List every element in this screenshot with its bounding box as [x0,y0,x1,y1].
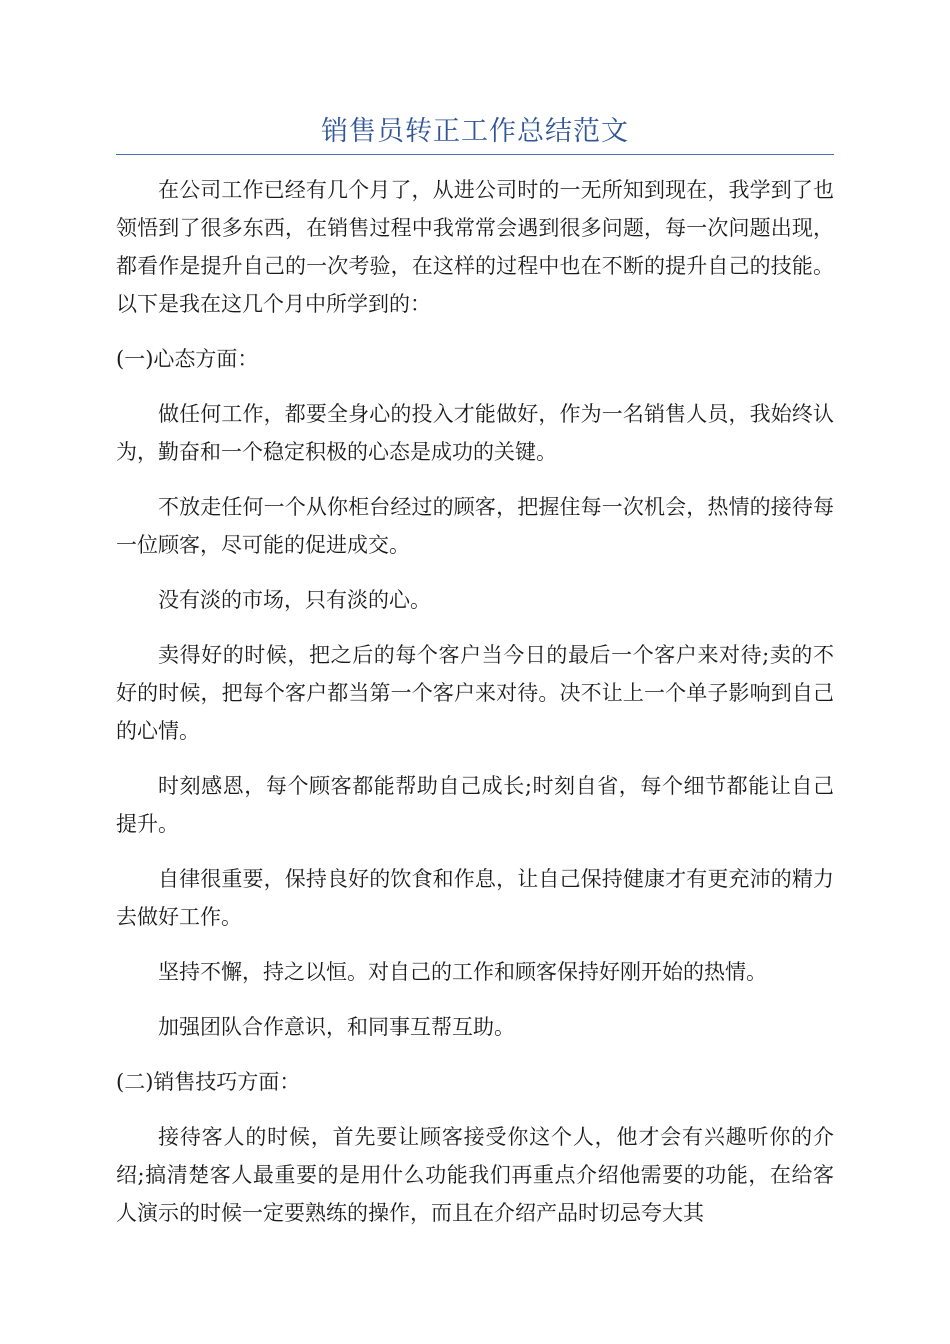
document-body [116,171,834,1249]
document-title: 销售员转正工作总结范文 [321,116,629,147]
paragraph: 卖得好的时候，把之后的每个客户当今日的最后一个客户来对待;卖的不好的时候，把每个客户都当第一个客户来对待。决不让上一个单子影响到自己的心情。 [116,643,834,743]
paragraph: 时刻感恩，每个顾客都能帮助自己成长;时刻自省，每个细节都能让自己提升。 [116,774,834,836]
title-underline [116,154,834,155]
paragraph: 做任何工作，都要全身心的投入才能做好，作为一名销售人员，我始终认为，勤奋和一个稳定积极的心态是成功的关键。 [116,402,834,464]
paragraph: 坚持不懈，持之以恒。对自己的工作和顾客保持好刚开始的热情。 [158,960,767,984]
paragraph: 没有淡的市场，只有淡的心。 [158,588,431,612]
paragraph-intro: 在公司工作已经有几个月了，从进公司时的一无所知到现在，我学到了也领悟到了很多东西，在销售过程中我常常会遇到很多问题，每一次问题出现，都看作是提升自己的一次考验，在这样的过程中也在不断的提升自己的技能。以下是我在这几个月中所学到的： [116,178,834,316]
paragraph: 自律很重要，保持良好的饮食和作息，让自己保持健康才有更充沛的精力去做好工作。 [116,867,834,929]
paragraph: 加强团队合作意识，和同事互帮互助。 [158,1015,515,1039]
paragraph: 接待客人的时候，首先要让顾客接受你这个人，他才会有兴趣听你的介绍;搞清楚客人最重要的是用什么功能我们再重点介绍他需要的功能，在给客人演示的时候一定要熟练的操作，而且在介绍产品时切忌夸大其 [116,1125,834,1225]
paragraph: 不放走任何一个从你柜台经过的顾客，把握住每一次机会，热情的接待每一位顾客，尽可能的促进成交。 [116,495,834,557]
section-heading-mindset: (一)心态方面： [116,347,259,371]
section-heading-sales-skills: (二)销售技巧方面： [116,1070,301,1094]
